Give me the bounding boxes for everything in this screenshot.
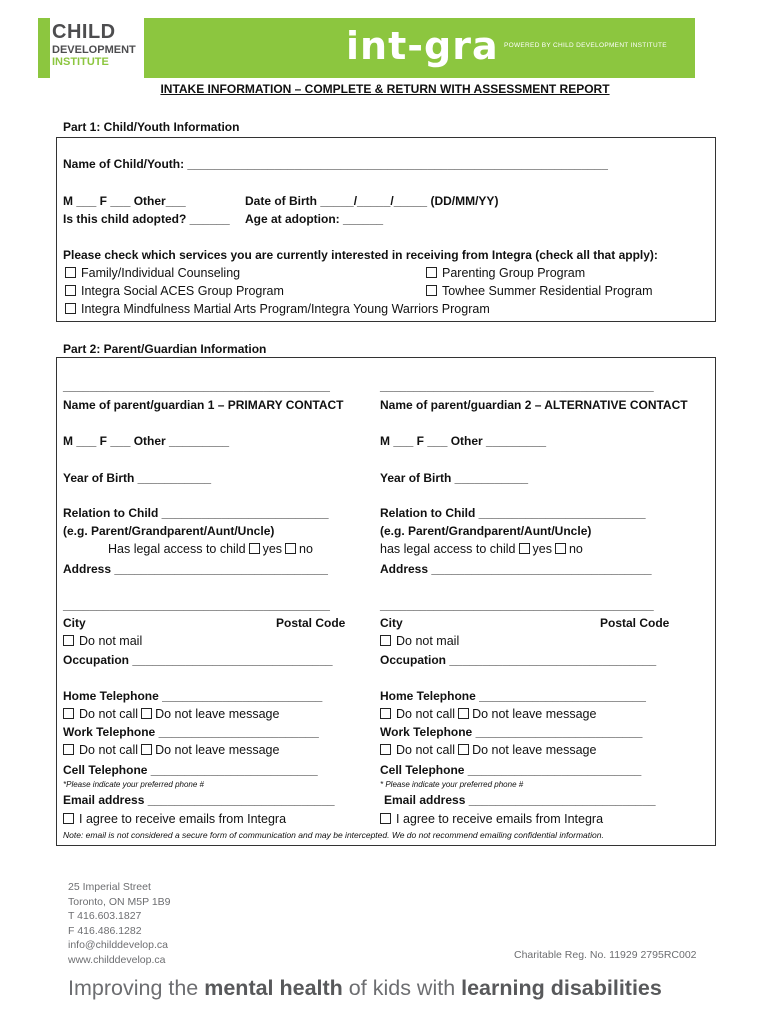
tagline-part-2: of kids with xyxy=(342,976,462,1000)
checkbox-icon[interactable] xyxy=(63,744,74,755)
checkbox-icon[interactable] xyxy=(141,708,152,719)
address-line: 25 Imperial Street xyxy=(68,881,151,893)
services-prompt: Please check which services you are currently interested in receiving from Integra (check all that apply): xyxy=(63,248,658,262)
child-gender-field[interactable]: M ___ F ___ Other___ xyxy=(63,194,186,208)
guardian2-agree-emails[interactable] xyxy=(380,812,603,826)
guardian2-relation-field[interactable]: Relation to Child _________________________ xyxy=(380,506,646,520)
guardian2-legal-access xyxy=(380,542,583,556)
guardian1-home-dnl: Do not leave message xyxy=(155,707,280,721)
charity-number: Charitable Reg. No. 11929 2795RC002 xyxy=(514,949,697,961)
part1-heading: Part 1: Child/Youth Information xyxy=(63,120,240,134)
guardian1-agree-emails[interactable] xyxy=(63,812,286,826)
guardian1-agree-label: I agree to receive emails from Integra xyxy=(79,812,287,826)
guardian2-postal-label: Postal Code xyxy=(600,616,670,630)
checkbox-icon[interactable] xyxy=(63,635,74,646)
checkbox-icon[interactable] xyxy=(63,813,74,824)
guardian1-cell-tel-field[interactable]: Cell Telephone _________________________ xyxy=(63,763,318,777)
guardian1-home-tel-field[interactable]: Home Telephone ________________________ xyxy=(63,689,323,703)
guardian2-name-line[interactable]: _________________________________________ xyxy=(380,379,654,393)
logo-line-1: CHILD xyxy=(52,21,116,43)
guardian2-home-tel-field[interactable]: Home Telephone _________________________ xyxy=(380,689,646,703)
service-parenting-label: Parenting Group Program xyxy=(442,266,586,280)
checkbox-icon[interactable] xyxy=(426,267,437,278)
guardian1-email-field[interactable]: Email address ____________________________ xyxy=(63,793,335,807)
checkbox-icon[interactable] xyxy=(458,708,469,719)
service-towhee-label: Towhee Summer Residential Program xyxy=(442,284,653,298)
guardian2-do-not-mail-label: Do not mail xyxy=(396,634,460,648)
child-name-field[interactable]: Name of Child/Youth: _______________________________________________________________ xyxy=(63,157,608,171)
checkbox-icon[interactable] xyxy=(65,285,76,296)
guardian2-address-field[interactable]: Address _________________________________ xyxy=(380,562,652,576)
child-dob-field[interactable]: Date of Birth _____/_____/_____ (DD/MM/YY) xyxy=(245,194,499,208)
guardian1-legal-no: no xyxy=(299,542,313,556)
powered-by: POWERED BY CHILD DEVELOPMENT INSTITUTE xyxy=(504,42,667,49)
tagline-bold-2: learning disabilities xyxy=(461,976,662,1000)
checkbox-icon[interactable] xyxy=(285,543,296,554)
guardian1-legal-access xyxy=(108,542,313,556)
guardian1-work-options xyxy=(63,743,279,757)
service-aces[interactable] xyxy=(65,284,284,298)
guardian2-do-not-mail[interactable] xyxy=(380,634,459,648)
service-family[interactable] xyxy=(65,266,240,280)
logo-line-3: INSTITUTE xyxy=(52,56,109,68)
part2-heading: Part 2: Parent/Guardian Information xyxy=(63,342,267,356)
guardian1-yob-field[interactable]: Year of Birth ___________ xyxy=(63,471,212,485)
guardian1-home-dnc: Do not call xyxy=(79,707,139,721)
guardian2-home-dnc: Do not call xyxy=(396,707,456,721)
guardian1-relation-field[interactable]: Relation to Child _________________________ xyxy=(63,506,329,520)
guardian1-name-label: Name of parent/guardian 1 – PRIMARY CONTACT xyxy=(63,398,344,412)
checkbox-icon[interactable] xyxy=(65,267,76,278)
checkbox-icon[interactable] xyxy=(249,543,260,554)
checkbox-icon[interactable] xyxy=(458,744,469,755)
guardian2-relation-example: (e.g. Parent/Grandparent/Aunt/Uncle) xyxy=(380,524,592,538)
guardian2-name-label: Name of parent/guardian 2 – ALTERNATIVE CONTACT xyxy=(380,398,688,412)
guardian1-work-tel-field[interactable]: Work Telephone ________________________ xyxy=(63,725,319,739)
checkbox-icon[interactable] xyxy=(380,708,391,719)
guardian1-address-field[interactable]: Address ________________________________ xyxy=(63,562,328,576)
fax-line: F 416.486.1282 xyxy=(68,924,142,937)
tagline xyxy=(68,976,662,1001)
guardian1-preferred-note: *Please indicate your preferred phone # xyxy=(63,780,204,789)
guardian1-work-dnc: Do not call xyxy=(79,743,139,757)
email-security-note: Note: email is not considered a secure form of communication and may be intercepted. We do not recommend emailing confidential information. xyxy=(63,830,604,840)
website-line: www.childdevelop.ca xyxy=(68,953,166,966)
tagline-bold-1: mental health xyxy=(204,976,343,1000)
guardian2-work-dnc: Do not call xyxy=(396,743,456,757)
guardian2-occupation-field[interactable]: Occupation _______________________________ xyxy=(380,653,657,667)
checkbox-icon[interactable] xyxy=(380,744,391,755)
guardian1-city-line[interactable]: ________________________________________ xyxy=(63,598,330,612)
guardian1-legal-yes: yes xyxy=(262,542,283,556)
checkbox-icon[interactable] xyxy=(63,708,74,719)
guardian1-work-dnl: Do not leave message xyxy=(155,743,280,757)
guardian1-legal-label: Has legal access to child xyxy=(108,542,246,556)
checkbox-icon[interactable] xyxy=(426,285,437,296)
service-aces-label: Integra Social ACES Group Program xyxy=(81,284,284,298)
checkbox-icon[interactable] xyxy=(141,744,152,755)
service-family-label: Family/Individual Counseling xyxy=(81,266,241,280)
guardian2-yob-field[interactable]: Year of Birth ___________ xyxy=(380,471,529,485)
guardian2-work-tel-field[interactable]: Work Telephone _________________________ xyxy=(380,725,643,739)
guardian2-legal-label: has legal access to child xyxy=(380,542,516,556)
guardian1-gender-field[interactable]: M ___ F ___ Other _________ xyxy=(63,434,230,448)
cdi-logo xyxy=(52,22,144,68)
guardian1-do-not-mail[interactable] xyxy=(63,634,142,648)
checkbox-icon[interactable] xyxy=(380,635,391,646)
guardian2-city-label: City xyxy=(380,616,403,630)
guardian2-home-options xyxy=(380,707,596,721)
integra-logo: int-gra xyxy=(346,24,499,68)
phone-line: T 416.603.1827 xyxy=(68,910,142,922)
guardian2-agree-label: I agree to receive emails from Integra xyxy=(396,812,604,826)
checkbox-icon[interactable] xyxy=(555,543,566,554)
service-towhee[interactable] xyxy=(426,284,653,298)
guardian2-gender-field[interactable]: M ___ F ___ Other _________ xyxy=(380,434,547,448)
guardian2-city-line[interactable]: _________________________________________ xyxy=(380,598,654,612)
guardian2-preferred-note: * Please indicate your preferred phone # xyxy=(380,780,524,789)
footer-address xyxy=(68,880,171,967)
guardian1-do-not-mail-label: Do not mail xyxy=(79,634,143,648)
logo-line-2: DEVELOPMENT xyxy=(52,44,136,56)
service-martial-label: Integra Mindfulness Martial Arts Program/Integra Young Warriors Program xyxy=(81,302,490,316)
guardian2-cell-tel-field[interactable]: Cell Telephone __________________________ xyxy=(380,763,642,777)
service-martial[interactable] xyxy=(65,302,490,316)
guardian1-postal-label: Postal Code xyxy=(276,616,346,630)
guardian1-home-options xyxy=(63,707,279,721)
document-title: INTAKE INFORMATION – COMPLETE & RETURN WITH ASSESSMENT REPORT xyxy=(160,82,610,96)
tagline-part-1: Improving the xyxy=(68,976,205,1000)
checkbox-icon[interactable] xyxy=(380,813,391,824)
guardian1-occupation-field[interactable]: Occupation ______________________________ xyxy=(63,653,333,667)
guardian2-legal-yes: yes xyxy=(532,542,552,556)
guardian1-city-label: City xyxy=(63,616,86,630)
guardian2-work-options xyxy=(380,743,596,757)
email-line: info@childdevelop.ca xyxy=(68,939,168,951)
adopted-field[interactable]: Is this child adopted? ______ xyxy=(63,212,230,226)
guardian1-name-line[interactable]: ________________________________________ xyxy=(63,379,330,393)
adoption-age-field[interactable]: Age at adoption: ______ xyxy=(245,212,384,226)
guardian2-work-dnl: Do not leave message xyxy=(472,743,597,757)
guardian1-relation-example: (e.g. Parent/Grandparent/Aunt/Uncle) xyxy=(63,524,275,538)
guardian2-email-field[interactable]: Email address ____________________________ xyxy=(384,793,656,807)
checkbox-icon[interactable] xyxy=(519,543,530,554)
guardian2-home-dnl: Do not leave message xyxy=(472,707,597,721)
service-parenting[interactable] xyxy=(426,266,585,280)
guardian2-legal-no: no xyxy=(568,542,583,556)
address-line: Toronto, ON M5P 1B9 xyxy=(68,895,171,908)
checkbox-icon[interactable] xyxy=(65,303,76,314)
